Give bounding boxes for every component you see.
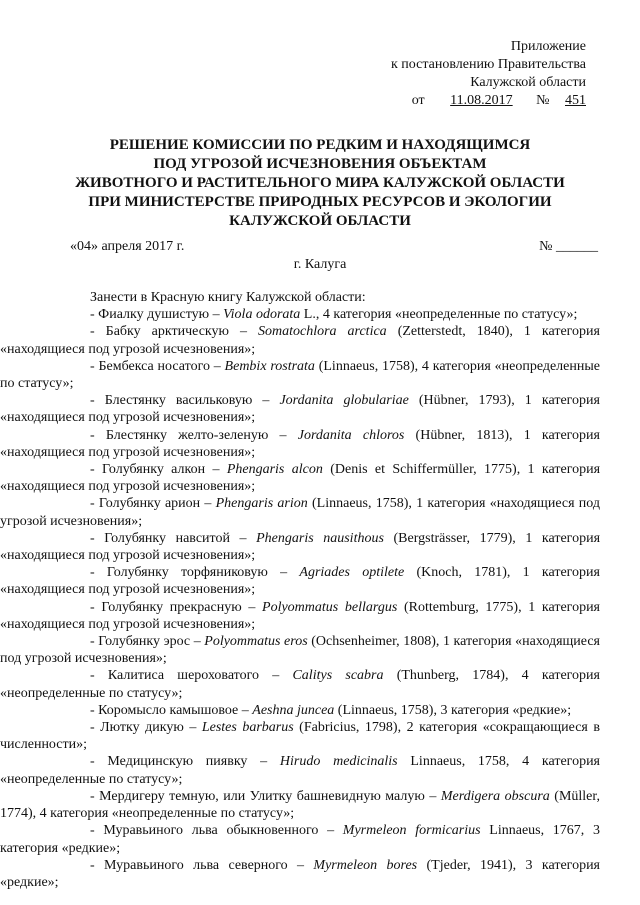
species-entry	[0, 667, 600, 701]
decision-city: г. Калуга	[293, 257, 347, 272]
species-common-name: - Мердигеру темную, или Улитку башневидную малую –	[90, 788, 441, 804]
species-latin-name: Viola odorata	[223, 307, 301, 323]
species-latin-name: Jordanita chloros	[297, 427, 405, 443]
species-entry	[0, 358, 600, 392]
species-common-name: - Бабку арктическую –	[90, 324, 258, 340]
species-entry	[0, 530, 600, 564]
species-details: (Bergsträsser, 1779), 1 категория «находящиеся под угрозой исчезновения»;	[0, 530, 601, 564]
species-latin-name: Myrmeleon bores	[313, 857, 418, 873]
species-details: (Linnaeus, 1758), 3 категория «редкие»;	[334, 702, 572, 718]
species-details: (Müller, 1774), 4 категория «неопределенные по статусу»;	[0, 788, 600, 822]
species-entry	[0, 392, 600, 426]
species-list	[0, 306, 601, 891]
appendix-line-1: Приложение	[510, 39, 586, 54]
species-details: Linnaeus, 1767, 3 категория «редкие»;	[0, 823, 600, 856]
species-common-name: - Блестянку васильковую –	[90, 393, 280, 409]
species-latin-name: Aeshna juncea	[252, 702, 335, 718]
species-entry	[0, 822, 600, 856]
ref-number-label: №	[536, 93, 550, 108]
species-common-name: - Голубянку алкон –	[90, 462, 227, 478]
title-line-2: ПОД УГРОЗОЙ ИСЧЕЗНОВЕНИЯ ОБЪЕКТАМ	[153, 156, 487, 172]
species-details: (Rottemburg, 1775), 1 категория «находящиеся под угрозой исчезновения»;	[0, 599, 601, 632]
species-latin-name: Myrmeleon formicarius	[342, 823, 481, 839]
species-latin-name: Phengaris nausithous	[256, 530, 384, 546]
title-line-3: ЖИВОТНОГО И РАСТИТЕЛЬНОГО МИРА КАЛУЖСКОЙ ОБЛАСТИ	[75, 175, 565, 191]
species-details: (Hübner, 1793), 1 категория «находящиеся под угрозой исчезновения»;	[0, 393, 600, 426]
species-latin-name: Phengaris arion	[215, 496, 308, 512]
document-body	[0, 289, 601, 891]
species-latin-name: Polyommatus eros	[204, 634, 308, 650]
appendix-line-3: Калужской области	[470, 75, 586, 90]
species-entry	[0, 702, 600, 719]
species-common-name: - Голубянку навситой –	[90, 530, 257, 546]
species-common-name: - Калитиса шероховатого –	[90, 668, 293, 684]
species-details: (Hübner, 1813), 1 категория «находящиеся под угрозой исчезновения»;	[0, 427, 600, 460]
species-common-name: - Муравьиного льва северного –	[90, 857, 314, 873]
species-entry	[0, 857, 600, 891]
species-details: (Tjeder, 1941), 3 категория «редкие»;	[0, 857, 600, 890]
species-latin-name: Lestes barbarus	[201, 720, 294, 736]
species-common-name: - Блестянку желто-зеленую –	[90, 427, 298, 443]
species-latin-name: Calitys scabra	[292, 668, 384, 684]
species-latin-name: Phengaris alcon	[226, 462, 323, 478]
species-common-name: - Бембекса носатого –	[90, 358, 225, 374]
ref-number: 451	[565, 93, 586, 108]
species-details: (Denis et Schiffermüller, 1775), 1 категория «находящиеся под угрозой исчезновения»;	[0, 462, 601, 495]
species-details: (Thunberg, 1784), 4 категория «неопределенные по статусу»;	[0, 668, 600, 701]
species-entry	[0, 719, 600, 753]
species-common-name: - Голубянку эрос –	[90, 634, 205, 650]
lead-text: Занести в Красную книгу Калужской области:	[90, 290, 366, 305]
species-latin-name: Agriades optilete	[299, 565, 405, 581]
species-entry	[0, 564, 600, 598]
species-entry	[0, 599, 600, 633]
species-latin-name: Jordanita globulariae	[279, 393, 409, 409]
ref-prefix: от	[411, 93, 425, 108]
species-details: (Knoch, 1781), 1 категория «находящиеся под угрозой исчезновения»;	[0, 565, 600, 598]
species-details: (Fabricius, 1798), 2 категория «сокращающиеся в численности»;	[0, 720, 600, 753]
species-entry	[0, 753, 600, 787]
title-line-5: КАЛУЖСКОЙ ОБЛАСТИ	[229, 213, 411, 229]
species-details: (Ochsenheimer, 1808), 1 категория «находящиеся под угрозой исчезновения»;	[0, 634, 600, 667]
species-latin-name: Bembix rostrata	[224, 358, 315, 374]
species-latin-name: Merdigera obscura	[440, 788, 550, 804]
decision-number: № ______	[539, 239, 598, 254]
title-line-4: ПРИ МИНИСТЕРСТВЕ ПРИРОДНЫХ РЕСУРСОВ И ЭКОЛОГИИ	[88, 194, 552, 210]
document-title	[0, 136, 640, 231]
species-latin-name: Somatochlora arctica	[257, 324, 387, 340]
species-common-name: - Коромысло камышовое –	[90, 702, 253, 718]
species-details: Linnaeus, 1758, 4 категория «неопределенные по статусу»;	[0, 754, 600, 787]
species-common-name: - Голубянку арион –	[90, 496, 216, 512]
species-entry	[0, 461, 600, 495]
species-entry	[0, 788, 600, 822]
appendix-reference	[391, 92, 586, 110]
species-details: (Zetterstedt, 1840), 1 категория «находящиеся под угрозой исчезновения»;	[0, 324, 600, 357]
species-details: (Linnaeus, 1758), 4 категория «неопределенные по статусу»;	[0, 358, 600, 392]
species-common-name: - Фиалку душистую –	[90, 307, 224, 323]
species-common-name: - Лютку дикую –	[90, 720, 202, 736]
species-entry	[0, 633, 600, 667]
species-entry	[0, 306, 600, 323]
species-entry	[0, 427, 600, 461]
ref-date: 11.08.2017	[450, 93, 513, 108]
species-latin-name: Polyommatus bellargus	[262, 599, 398, 615]
decision-date: «04» апреля 2017 г.	[70, 239, 185, 254]
species-common-name: - Голубянку прекрасную –	[90, 599, 263, 615]
species-common-name: - Голубянку торфяниковую –	[90, 565, 300, 581]
appendix-line-2: к постановлению Правительства	[390, 57, 586, 72]
species-common-name: - Муравьиного льва обыкновенного –	[90, 823, 343, 839]
title-line-1: РЕШЕНИЕ КОМИССИИ ПО РЕДКИМ И НАХОДЯЩИМСЯ	[109, 137, 531, 153]
species-common-name: - Медицинскую пиявку –	[90, 754, 280, 770]
species-latin-name: Hirudo medicinalis	[279, 754, 398, 770]
species-details: (Linnaeus, 1758), 1 категория «находящиеся под угрозой исчезновения»;	[0, 496, 600, 529]
species-details: L., 4 категория «неопределенные по статусу»;	[300, 307, 578, 323]
appendix-header	[391, 38, 586, 110]
species-entry	[0, 495, 600, 529]
species-entry	[0, 323, 600, 357]
